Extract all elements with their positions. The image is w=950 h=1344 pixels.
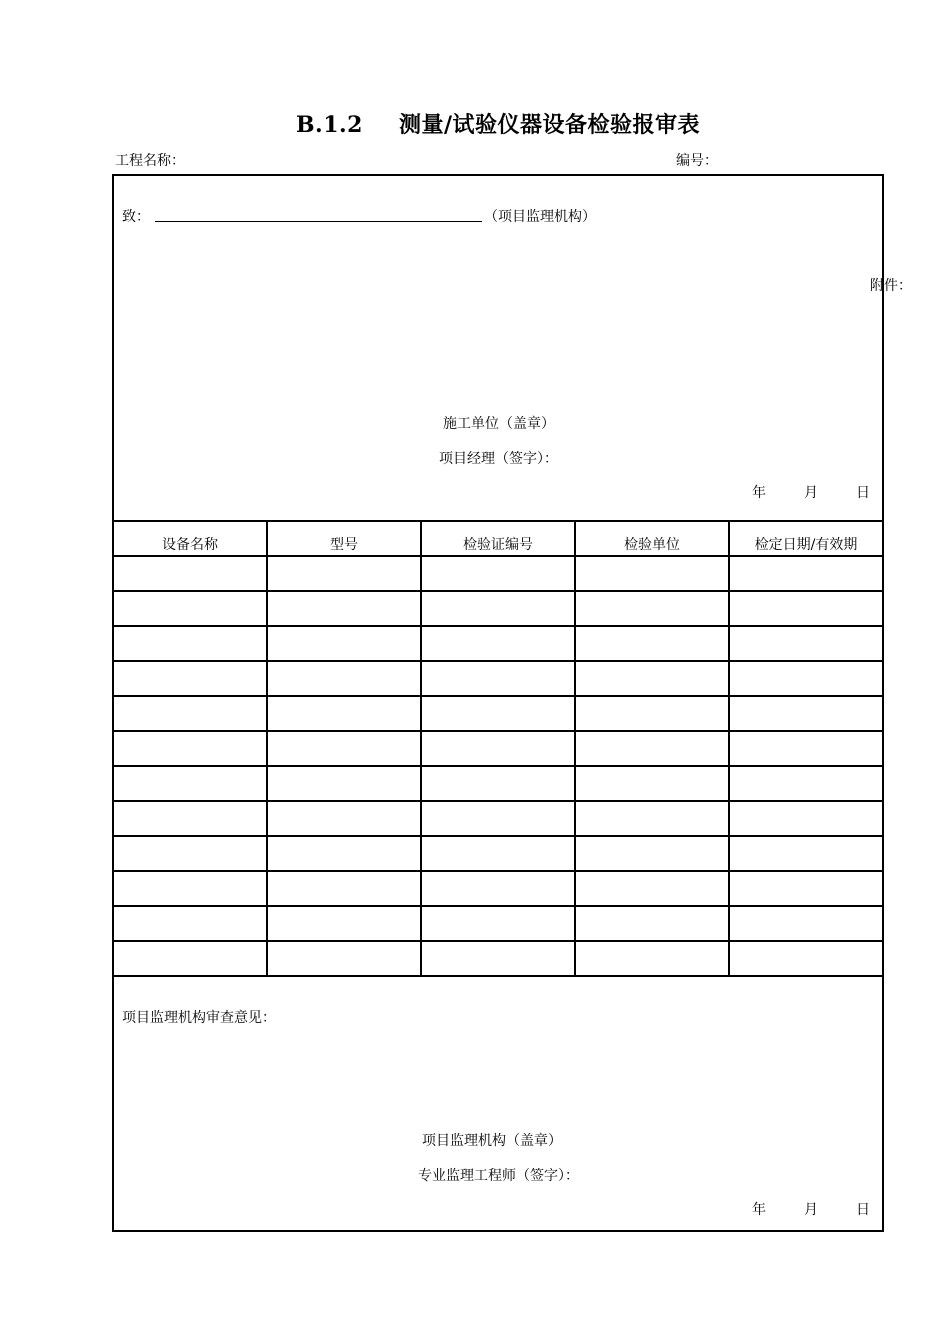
column-header-calibration-date: 检定日期/有效期 [729,521,883,556]
column-header-equipment-name: 设备名称 [113,521,267,556]
column-header-certificate-number: 检验证编号 [421,521,575,556]
table-cell[interactable] [575,766,729,801]
column-header-model: 型号 [267,521,421,556]
bottom-date-year: 年 [752,1202,766,1218]
table-cell[interactable] [267,871,421,906]
bottom-date-line [714,1199,870,1219]
table-cell[interactable] [267,941,421,976]
table-cell[interactable] [421,591,575,626]
table-row [113,941,883,976]
table-cell[interactable] [267,906,421,941]
table-cell[interactable] [113,661,267,696]
table-cell[interactable] [113,871,267,906]
table-row [113,766,883,801]
column-header-inspection-unit: 检验单位 [575,521,729,556]
table-cell[interactable] [421,941,575,976]
table-cell[interactable] [113,801,267,836]
table-cell[interactable] [267,836,421,871]
table-row [113,836,883,871]
table-cell[interactable] [421,731,575,766]
table-cell[interactable] [421,766,575,801]
table-cell[interactable] [575,661,729,696]
form-title [0,108,950,139]
table-cell[interactable] [729,591,883,626]
form-title-text: 测量/试验仪器设备检验报审表 [398,112,701,138]
top-date-year: 年 [752,485,766,501]
table-cell[interactable] [267,801,421,836]
table-cell[interactable] [729,906,883,941]
equipment-table [112,520,884,977]
table-row [113,801,883,836]
table-cell[interactable] [113,626,267,661]
table-cell[interactable] [267,696,421,731]
review-opinion-label: 项目监理机构审查意见： [122,1010,276,1026]
table-cell[interactable] [267,731,421,766]
addressee-fill-line[interactable] [155,221,482,222]
bottom-date-month: 月 [804,1202,818,1218]
project-manager-sign-label: 项目经理（签字）： [439,451,558,467]
table-cell[interactable] [575,696,729,731]
table-cell[interactable] [267,591,421,626]
table-cell[interactable] [421,626,575,661]
table-cell[interactable] [267,626,421,661]
project-name-label: 工程名称： [115,153,185,169]
table-cell[interactable] [113,766,267,801]
table-cell[interactable] [575,941,729,976]
table-cell[interactable] [729,661,883,696]
table-cell[interactable] [575,731,729,766]
table-cell[interactable] [113,731,267,766]
table-cell[interactable] [575,871,729,906]
table-cell[interactable] [267,556,421,591]
table-row [113,591,883,626]
table-cell[interactable] [575,556,729,591]
engineer-sign-label: 专业监理工程师（签字）： [418,1168,579,1184]
table-cell[interactable] [729,941,883,976]
to-label: 致： [122,209,150,225]
addressee-suffix: （项目监理机构） [484,209,596,225]
table-cell[interactable] [421,556,575,591]
table-cell[interactable] [421,906,575,941]
table-cell[interactable] [729,626,883,661]
table-row [113,626,883,661]
table-cell[interactable] [421,801,575,836]
supervisor-stamp-label: 项目监理机构（盖章） [422,1133,562,1149]
table-cell[interactable] [729,696,883,731]
top-date-day: 日 [856,485,870,501]
table-cell[interactable] [729,801,883,836]
table-row [113,906,883,941]
table-row [113,731,883,766]
contractor-stamp-label: 施工单位（盖章） [443,416,555,432]
table-header-row [113,521,883,556]
bottom-date-day: 日 [856,1202,870,1218]
table-row [113,661,883,696]
table-cell[interactable] [113,906,267,941]
table-cell[interactable] [421,871,575,906]
table-row [113,556,883,591]
table-cell[interactable] [575,591,729,626]
table-cell[interactable] [113,556,267,591]
table-cell[interactable] [267,766,421,801]
table-cell[interactable] [113,696,267,731]
top-date-line [714,482,870,502]
table-cell[interactable] [729,556,883,591]
attachment-label: 附件： [870,278,912,294]
table-cell[interactable] [575,801,729,836]
top-date-month: 月 [804,485,818,501]
table-cell[interactable] [421,696,575,731]
table-cell[interactable] [575,906,729,941]
serial-number-label: 编号： [676,153,718,169]
table-cell[interactable] [729,836,883,871]
table-cell[interactable] [729,766,883,801]
table-cell[interactable] [113,591,267,626]
table-cell[interactable] [267,661,421,696]
table-cell[interactable] [729,731,883,766]
table-row [113,871,883,906]
table-cell[interactable] [575,626,729,661]
table-row [113,696,883,731]
table-cell[interactable] [421,836,575,871]
table-cell[interactable] [113,941,267,976]
table-cell[interactable] [421,661,575,696]
table-cell[interactable] [113,836,267,871]
form-number: B.1.2 [295,112,363,138]
table-cell[interactable] [575,836,729,871]
table-cell[interactable] [729,871,883,906]
